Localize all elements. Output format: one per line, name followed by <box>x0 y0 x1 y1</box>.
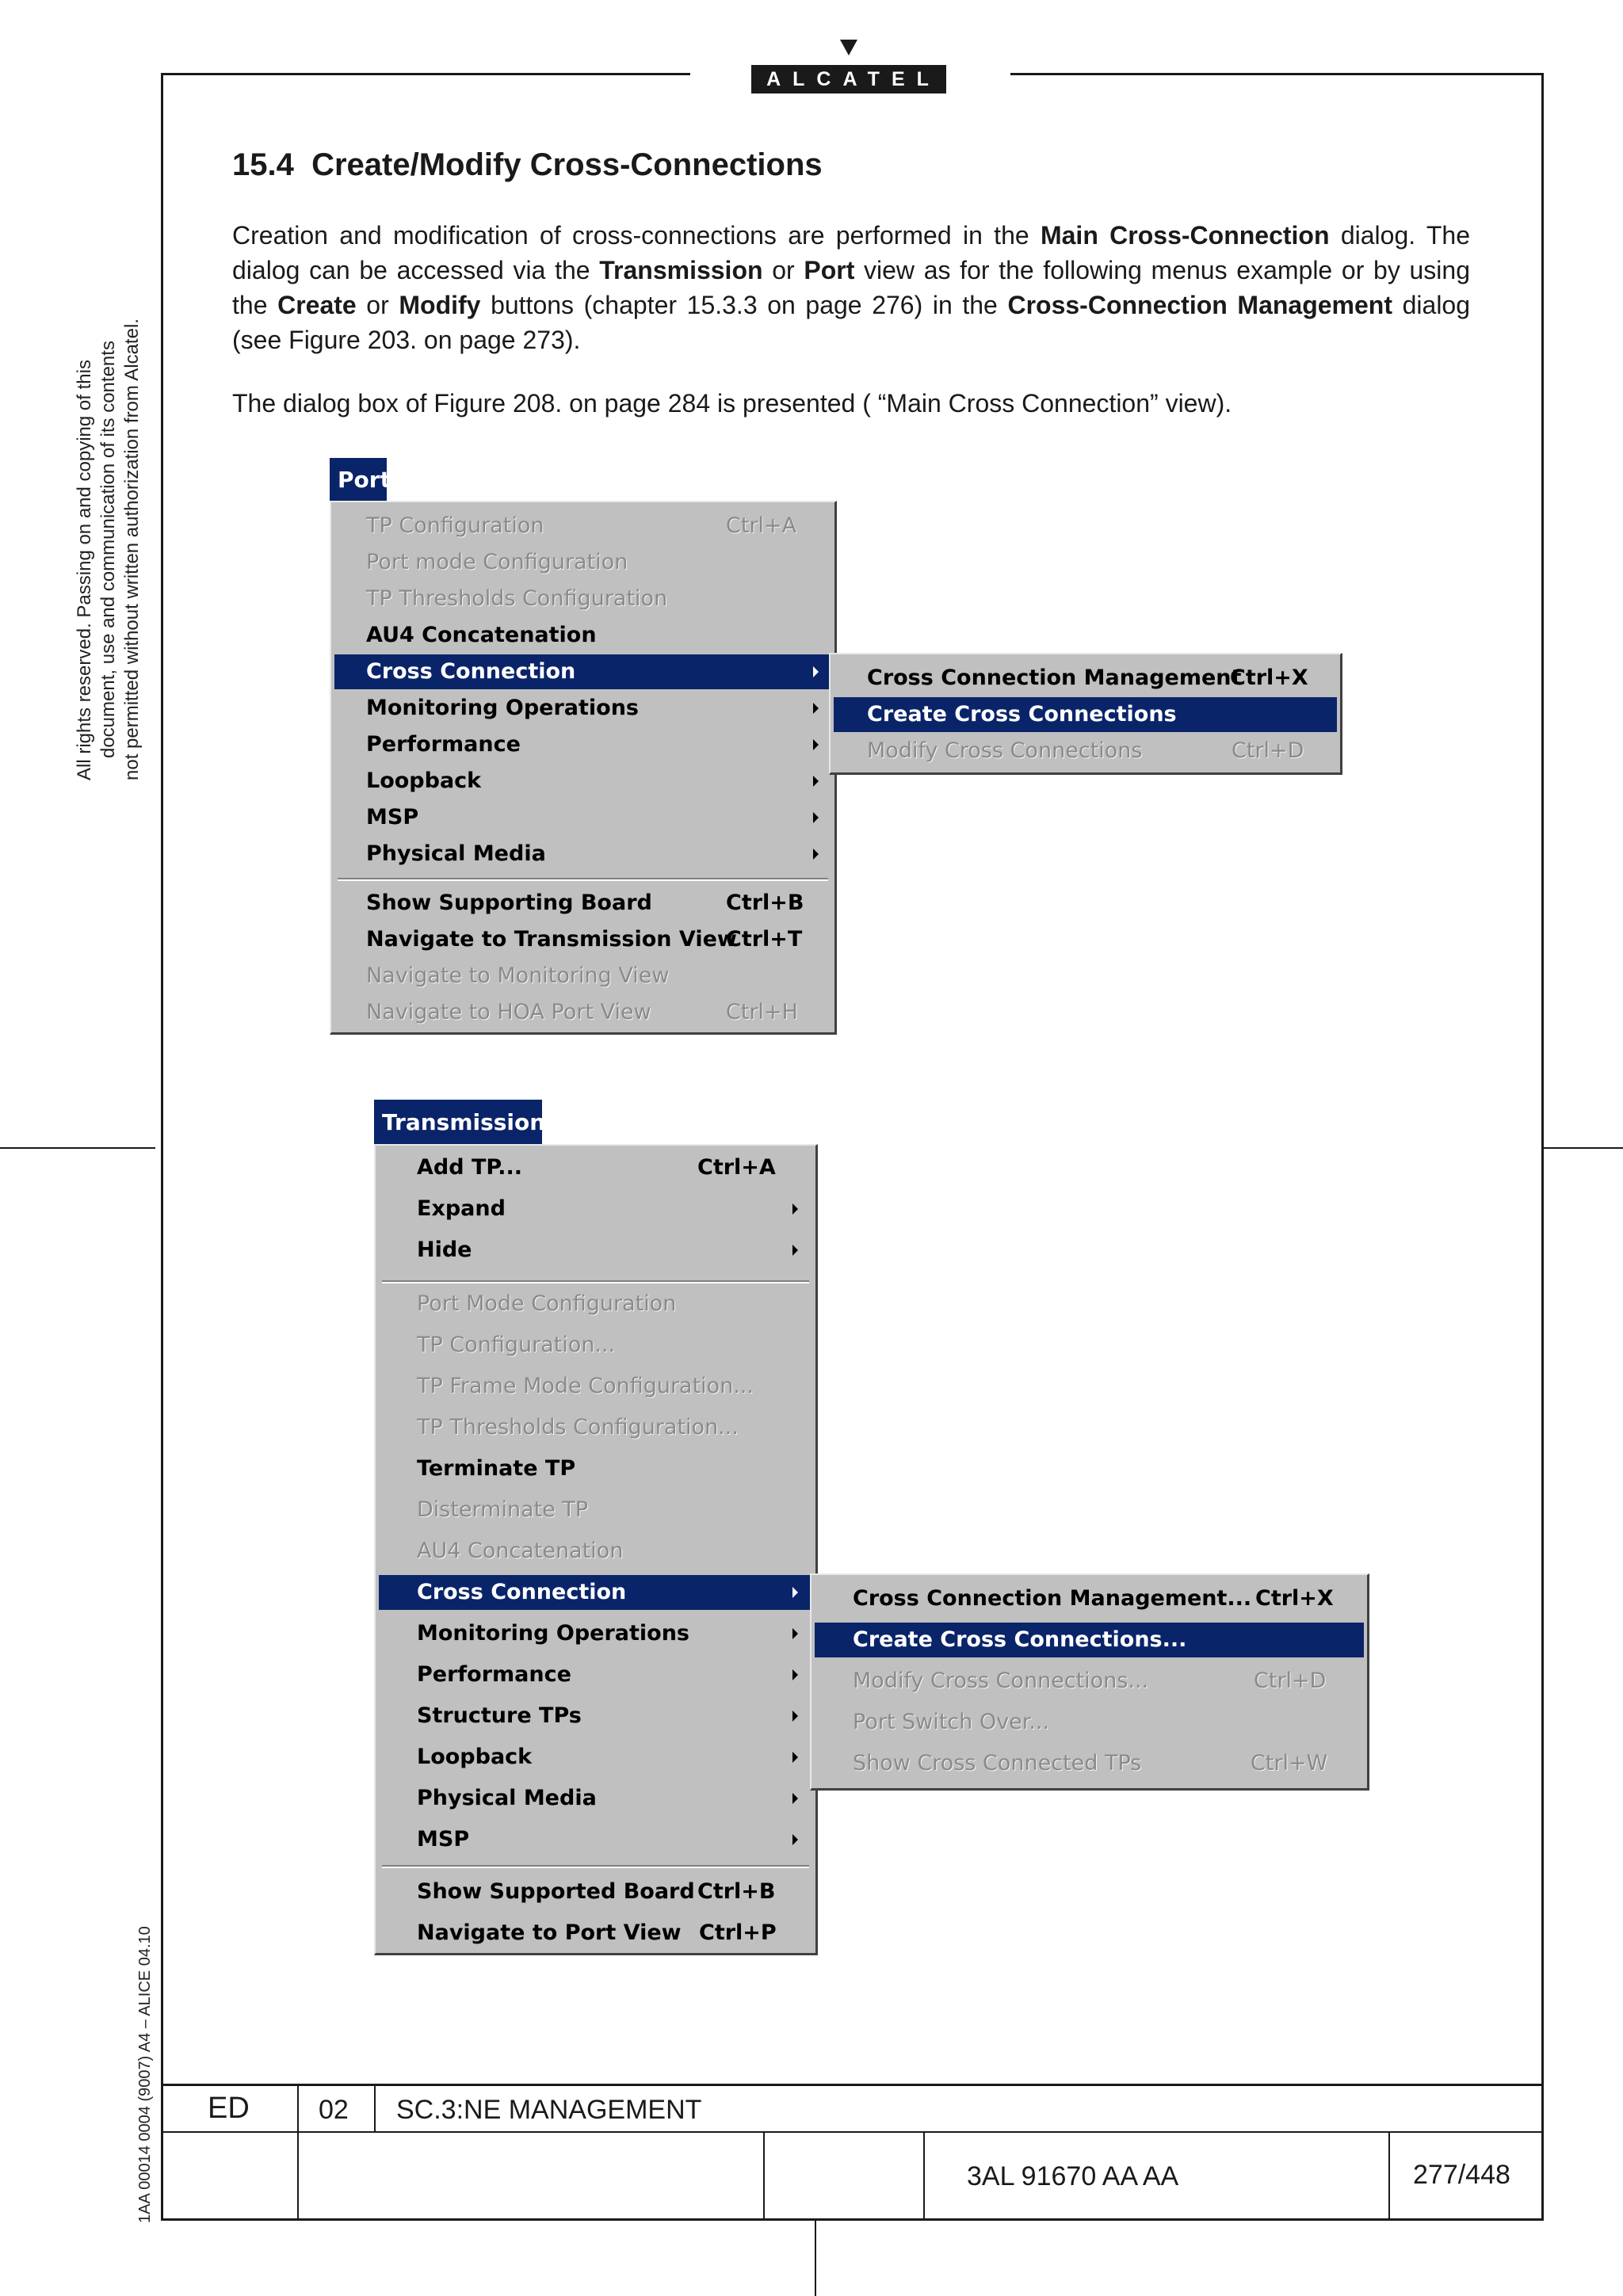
menu-separator <box>338 878 828 881</box>
menu-item-performance[interactable]: Performance <box>379 1657 812 1692</box>
menu-item-loopback[interactable]: Loopback <box>379 1740 812 1775</box>
menu-item-monitoring-operations[interactable]: Monitoring Operations <box>334 691 831 726</box>
transmission-menu-title[interactable]: Transmission <box>374 1100 542 1146</box>
submenu-arrow-icon <box>813 849 819 860</box>
submenu-arrow-icon <box>813 666 819 677</box>
figure-reference-paragraph: The dialog box of Figure 208. on page 284 is presented ( “Main Cross Connection” view). <box>232 389 1232 418</box>
footer-col-3 <box>763 2131 765 2220</box>
menu-item-disterminate-tp[interactable]: Disterminate TP <box>417 1497 589 1522</box>
menu-item-cross-connection-management[interactable]: Cross Connection Management... Ctrl+X <box>853 1586 1334 1611</box>
submenu-arrow-icon <box>792 1245 798 1256</box>
menu-item-tp-frame-mode-configuration[interactable]: TP Frame Mode Configuration... <box>417 1374 754 1398</box>
menu-item-create-cross-connections[interactable]: Create Cross Connections... <box>815 1623 1364 1657</box>
menu-item-tp-configuration[interactable]: TP Configuration... <box>417 1333 616 1357</box>
menu-item-navigate-port-view[interactable]: Navigate to Port View Ctrl+P <box>417 1920 777 1945</box>
intro-paragraph: Creation and modification of cross-connections are performed in the Main Cross-Connection dialog. The dialog can be accessed via the Transmission or Port view as for the following menus example or by using the Create or Modify buttons (chapter 15.3.3 on page 276) in the Cross-Connection Management dialog (see Figure 203. on page 273). <box>232 221 1471 354</box>
transmission-menu <box>374 1144 818 1955</box>
port-menu <box>330 501 837 1035</box>
menu-item-port-mode-configuration[interactable]: Port mode Configuration <box>366 550 628 574</box>
footer-col-4 <box>923 2131 925 2220</box>
submenu-arrow-icon <box>813 812 819 823</box>
menu-item-modify-cross-connections[interactable]: Modify Cross Connections... Ctrl+D <box>853 1669 1327 1693</box>
submenu-arrow-icon <box>813 739 819 750</box>
margin-mark-right <box>1544 1147 1623 1149</box>
footer-bottom-rule <box>161 2218 1544 2221</box>
menu-item-port-switch-over[interactable]: Port Switch Over... <box>853 1710 1050 1734</box>
menu-item-navigate-hoa-port-view[interactable]: Navigate to HOA Port View Ctrl+H <box>366 1000 798 1024</box>
footer-doc-code: 3AL 91670 AA AA <box>967 2161 1179 2191</box>
menu-item-show-cross-connected-tps[interactable]: Show Cross Connected TPs Ctrl+W <box>853 1751 1328 1775</box>
menu-item-expand[interactable]: Expand <box>379 1192 812 1226</box>
menu-item-terminate-tp[interactable]: Terminate TP <box>417 1456 576 1481</box>
menu-item-tp-thresholds-configuration[interactable]: TP Thresholds Configuration... <box>417 1415 739 1440</box>
menu-item-msp[interactable]: MSP <box>379 1822 812 1857</box>
logo-triangle-icon <box>840 40 857 55</box>
submenu-arrow-icon <box>813 703 819 714</box>
form-code: 1AA 00014 0004 (9007) A4 – ALICE 04.10 <box>136 1926 154 2223</box>
menu-item-port-mode-configuration[interactable]: Port Mode Configuration <box>417 1291 677 1316</box>
menu-item-modify-cross-connections[interactable]: Modify Cross Connections Ctrl+D <box>867 738 1304 763</box>
margin-mark-left <box>0 1147 155 1149</box>
footer-col-5 <box>1388 2131 1390 2220</box>
menu-item-show-supporting-board[interactable]: Show Supporting Board Ctrl+B <box>366 891 804 915</box>
port-menu-title[interactable]: Port <box>330 458 387 502</box>
header-rule-left <box>161 73 690 75</box>
menu-item-tp-thresholds-configuration[interactable]: TP Thresholds Configuration <box>366 586 668 611</box>
port-cross-connection-submenu <box>829 653 1342 775</box>
footer-chapter: SC.3:NE MANAGEMENT <box>396 2095 702 2125</box>
menu-item-performance[interactable]: Performance <box>334 727 831 762</box>
footer-page-number: 277/448 <box>1413 2160 1510 2190</box>
menu-item-hide[interactable]: Hide <box>379 1233 812 1268</box>
menu-item-cross-connection[interactable]: Cross Connection <box>379 1575 812 1610</box>
footer-ed-value: 02 <box>319 2095 349 2125</box>
menu-item-au4-concatenation[interactable]: AU4 Concatenation <box>366 623 597 647</box>
menu-item-monitoring-operations[interactable]: Monitoring Operations <box>379 1616 812 1651</box>
menu-item-cross-connection-management[interactable]: Cross Connection Management Ctrl+X <box>867 666 1308 690</box>
menu-item-show-supported-board[interactable]: Show Supported Board Ctrl+B <box>417 1879 776 1904</box>
menu-item-navigate-monitoring-view[interactable]: Navigate to Monitoring View <box>366 963 670 988</box>
alcatel-logo: ALCATEL <box>751 65 946 93</box>
menu-separator <box>382 1280 809 1283</box>
menu-item-cross-connection[interactable]: Cross Connection <box>334 654 831 689</box>
bottom-center-mark <box>815 2220 816 2296</box>
submenu-arrow-icon <box>792 1834 798 1845</box>
submenu-arrow-icon <box>792 1752 798 1763</box>
frame-right <box>1541 73 1544 2220</box>
footer-col-1 <box>297 2084 299 2220</box>
section-heading: 15.4 Create/Modify Cross-Connections <box>232 147 823 182</box>
menu-item-structure-tps[interactable]: Structure TPs <box>379 1699 812 1733</box>
menu-item-create-cross-connections[interactable]: Create Cross Connections <box>834 697 1337 732</box>
menu-item-tp-configuration[interactable]: TP Configuration Ctrl+A <box>366 513 797 538</box>
submenu-arrow-icon <box>813 776 819 787</box>
menu-item-physical-media[interactable]: Physical Media <box>379 1781 812 1816</box>
menu-item-add-tp[interactable]: Add TP... Ctrl+A <box>417 1155 776 1180</box>
transmission-cross-connection-submenu <box>810 1573 1369 1791</box>
menu-item-physical-media[interactable]: Physical Media <box>334 837 831 871</box>
submenu-arrow-icon <box>792 1587 798 1598</box>
header-rule-right <box>1010 73 1544 75</box>
submenu-arrow-icon <box>792 1669 798 1680</box>
footer-col-2 <box>374 2084 376 2133</box>
copyright-notice: All rights reserved. Passing on and copying of this document, use and communication of its contents not permitted without written authorization from Alcatel. <box>74 318 143 780</box>
menu-item-navigate-transmission-view[interactable]: Navigate to Transmission View Ctrl+T <box>366 927 803 952</box>
submenu-arrow-icon <box>792 1711 798 1722</box>
footer-ed-label: ED <box>208 2092 250 2125</box>
frame-left <box>161 73 163 2220</box>
footer-mid-rule <box>161 2131 1544 2133</box>
submenu-arrow-icon <box>792 1628 798 1639</box>
menu-item-au4-concatenation[interactable]: AU4 Concatenation <box>417 1539 624 1563</box>
footer-top-rule <box>161 2084 1544 2086</box>
submenu-arrow-icon <box>792 1203 798 1215</box>
menu-separator <box>382 1865 809 1868</box>
submenu-arrow-icon <box>792 1793 798 1804</box>
menu-item-loopback[interactable]: Loopback <box>334 764 831 799</box>
menu-item-msp[interactable]: MSP <box>334 800 831 835</box>
